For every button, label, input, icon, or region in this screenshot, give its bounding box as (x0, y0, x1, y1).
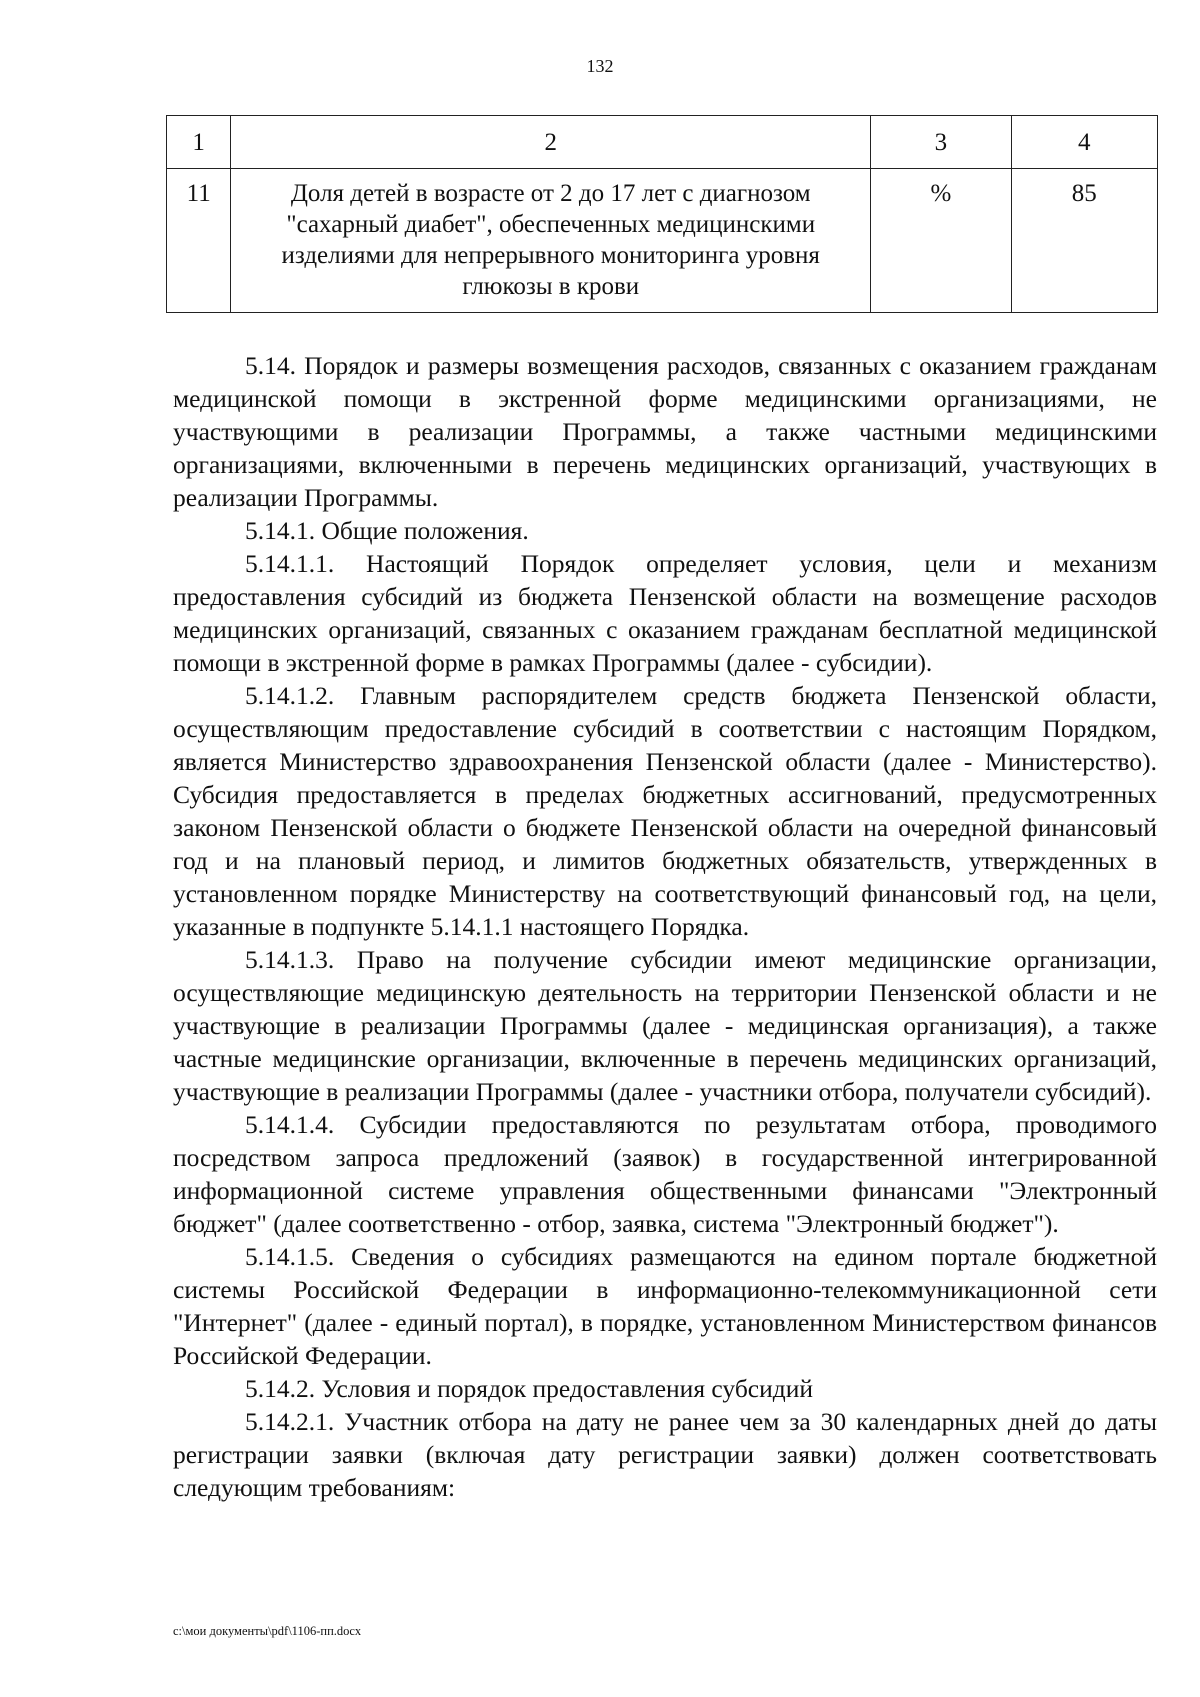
section-5-14-2-heading: 5.14.2. Условия и порядок предоставления субсидий (245, 1374, 814, 1403)
table-header-row (167, 116, 1158, 169)
footer-file-path: c:\мои документы\pdf\1106-пп.docx (173, 1624, 362, 1638)
section-5-14-1-heading: 5.14.1. Общие положения. (245, 516, 529, 545)
page-number: 132 (586, 56, 614, 76)
section-5-14-heading: 5.14. Порядок и размеры возмещения расходов, связанных с оказанием гражданам медицинской помощи в экстренной форме медицинскими организациями, не участвующими в реализации Программы, а также частными медицинскими организациями, включенными в перечень медицинских организаций, участвующих в реализации Программы. (173, 351, 1157, 512)
row-number: 11 (167, 169, 231, 313)
table-header-cell: 1 (167, 116, 231, 169)
document-body (173, 349, 1157, 1504)
indicator-value: 85 (1011, 169, 1157, 313)
indicator-name: Доля детей в возрасте от 2 до 17 лет с диагнозом "сахарный диабет", обеспеченных медицинскими изделиями для непрерывного мониторинга уровня глюкозы в крови (231, 169, 871, 313)
indicator-unit: % (871, 169, 1011, 313)
paragraph-5-14-1-4: 5.14.1.4. Субсидии предоставляются по результатам отбора, проводимого посредством запроса предложений (заявок) в государственной интегрированной информационной системе управления общественными финансами "Электронный бюджет" (далее соответственно - отбор, заявка, система "Электронный бюджет"). (173, 1110, 1157, 1238)
table-header-cell: 4 (1011, 116, 1157, 169)
paragraph-5-14-1-3: 5.14.1.3. Право на получение субсидии имеют медицинские организации, осуществляющие медицинскую деятельность на территории Пензенской области и не участвующие в реализации Программы (далее - медицинская организация), а также частные медицинские организации, включенные в перечень медицинских организаций, участвующие в реализации Программы (далее - участники отбора, получатели субсидий). (173, 945, 1157, 1106)
table-header-cell: 3 (871, 116, 1011, 169)
paragraph-5-14-1-5: 5.14.1.5. Сведения о субсидиях размещаются на едином портале бюджетной системы Российской Федерации в информационно-телекоммуникационной сети "Интернет" (далее - единый портал), в порядке, установленном Министерством финансов Российской Федерации. (173, 1242, 1157, 1370)
paragraph-5-14-2-1: 5.14.2.1. Участник отбора на дату не ранее чем за 30 календарных дней до даты регистрации заявки (включая дату регистрации заявки) должен соответствовать следующим требованиям: (173, 1407, 1157, 1502)
table-row (167, 169, 1158, 313)
paragraph-5-14-1-1: 5.14.1.1. Настоящий Порядок определяет условия, цели и механизм предоставления субсидий из бюджета Пензенской области на возмещение расходов медицинских организаций, связанных с оказанием гражданам бесплатной медицинской помощи в экстренной форме в рамках Программы (далее - субсидии). (173, 549, 1157, 677)
paragraph-5-14-1-2: 5.14.1.2. Главным распорядителем средств бюджета Пензенской области, осуществляющим предоставление субсидий в соответствии с настоящим Порядком, является Министерство здравоохранения Пензенской области (далее - Министерство). Субсидия предоставляется в пределах бюджетных ассигнований, предусмотренных законом Пензенской области о бюджете Пензенской области на очередной финансовый год и на плановый период, и лимитов бюджетных обязательств, утвержденных в установленном порядке Министерству на соответствующий финансовый год, на цели, указанные в подпункте 5.14.1.1 настоящего Порядка. (173, 681, 1157, 941)
table-header-cell: 2 (231, 116, 871, 169)
indicator-table (166, 115, 1158, 313)
